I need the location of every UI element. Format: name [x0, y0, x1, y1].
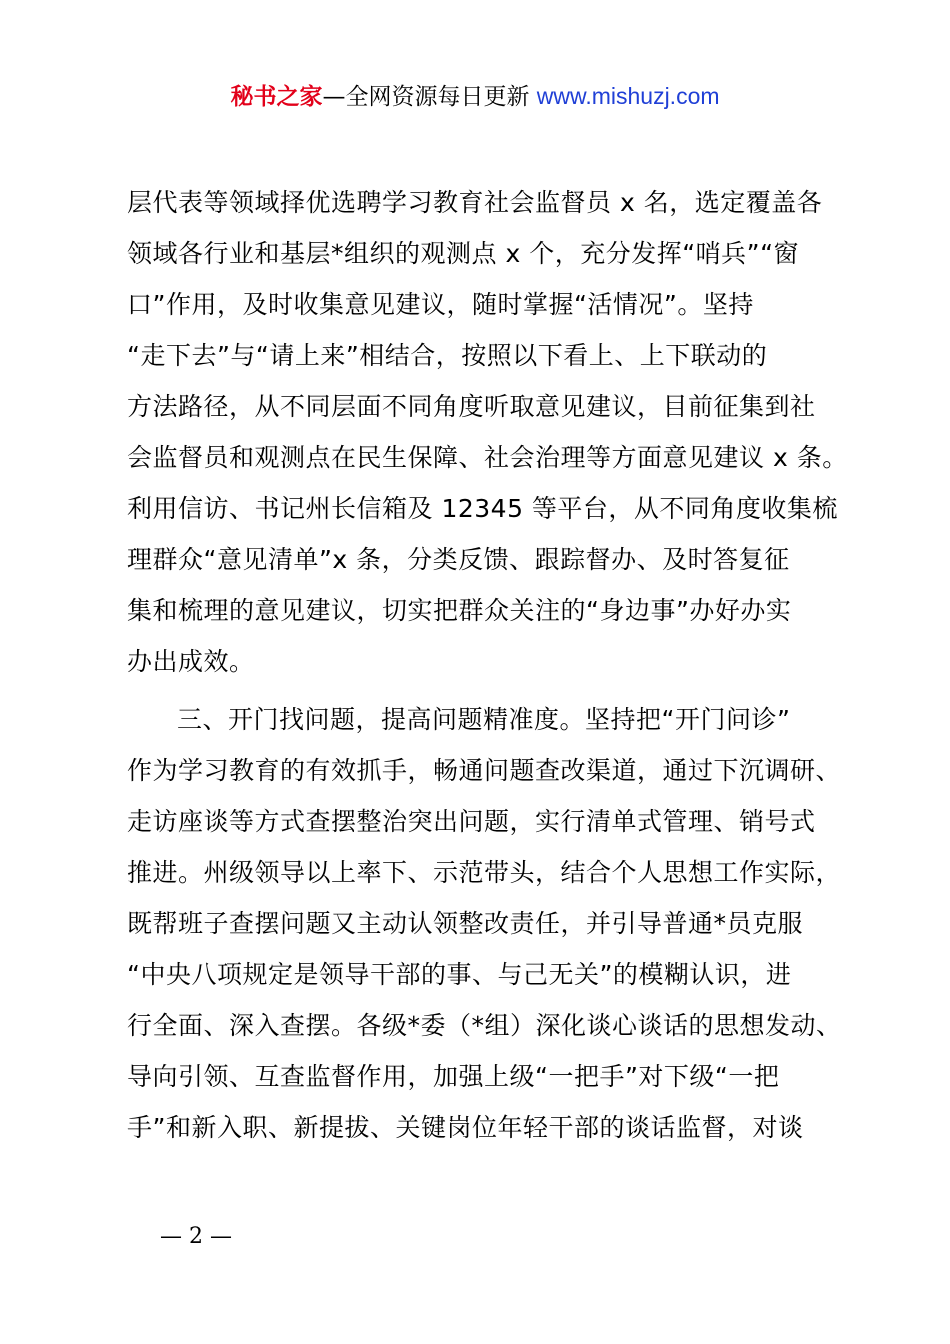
body-line: 方法路径，从不同层面不同角度听取意见建议，目前征集到社 — [127, 392, 816, 421]
body-line: 会监督员和观测点在民生保障、社会治理等方面意见建议 x 条。 — [127, 443, 848, 472]
body-line: 办出成效。 — [127, 647, 255, 676]
site-brand: 秘书之家 — [230, 84, 323, 110]
body-line: “中央八项规定是领导干部的事、与己无关”的模糊认识，进 — [127, 960, 792, 989]
body-line: 既帮班子查摆问题又主动认领整改责任，并引导普通*员克服 — [127, 909, 804, 938]
section-heading-line: 三、开门找问题，提高问题精准度。坚持把“开门问诊” — [177, 705, 791, 734]
body-line: 推进。州级领导以上率下、示范带头，结合个人思想工作实际， — [127, 858, 842, 887]
body-line: 行全面、深入查摆。各级*委（*组）深化谈心谈话的思想发动、 — [127, 1011, 842, 1040]
site-tagline: —全网资源每日更新 — [322, 84, 530, 110]
body-line: 导向引领、互查监督作用，加强上级“一把手”对下级“一把 — [127, 1062, 780, 1091]
body-line: “走下去”与“请上来”相结合，按照以下看上、上下联动的 — [127, 341, 768, 370]
body-line: 集和梳理的意见建议，切实把群众关注的“身边事”办好办实 — [127, 596, 792, 625]
body-line: 作为学习教育的有效抓手，畅通问题查改渠道，通过下沉调研、 — [127, 756, 842, 785]
body-line: 手”和新入职、新提拔、关键岗位年轻干部的谈话监督，对谈 — [127, 1113, 804, 1142]
body-line: 走访座谈等方式查摆整治突出问题，实行清单式管理、销号式 — [127, 807, 816, 836]
body-line: 层代表等领域择优选聘学习教育社会监督员 x 名，选定覆盖各 — [127, 188, 823, 217]
page-number: — 2 — — [160, 1224, 232, 1249]
body-line: 领域各行业和基层*组织的观测点 x 个，充分发挥“哨兵”“窗 — [127, 239, 800, 268]
body-line: 口”作用，及时收集意见建议，随时掌握“活情况”。坚持 — [127, 290, 754, 319]
site-url-link[interactable]: www.mishuzj.com — [536, 83, 720, 109]
body-line: 利用信访、书记州长信箱及 12345 等平台，从不同角度收集梳 — [127, 494, 838, 523]
body-line: 理群众“意见清单”x 条，分类反馈、跟踪督办、及时答复征 — [127, 545, 790, 574]
